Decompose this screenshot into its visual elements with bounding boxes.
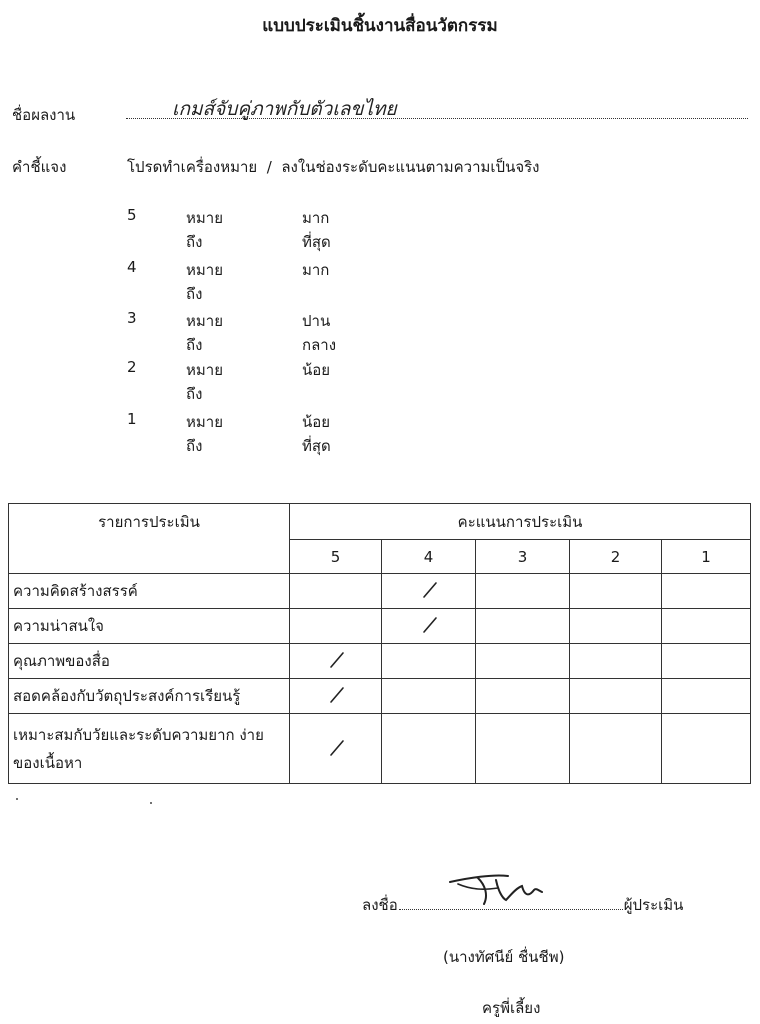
sign-label: ลงชื่อ: [362, 896, 398, 914]
score-cell-3[interactable]: [476, 609, 570, 644]
scale-meaning: น้อยที่สุด: [302, 413, 331, 455]
score-cell-2[interactable]: [570, 644, 662, 679]
criteria-row: [9, 644, 751, 679]
scan-speck: [150, 802, 152, 804]
scale-means: หมายถึง: [186, 209, 223, 251]
score-column-4: 4: [382, 540, 476, 574]
score-cell-1[interactable]: [662, 714, 751, 784]
score-header: คะแนนการประเมิน: [290, 504, 751, 540]
instructions-label: คำชี้แจง: [12, 158, 67, 176]
signature-dotted-line: [399, 909, 623, 910]
scale-score: 3: [127, 309, 137, 327]
work-name-label: ชื่อผลงาน: [12, 106, 76, 124]
signature-line: [362, 893, 683, 917]
scale-score: 1: [127, 410, 137, 428]
score-column-1: 1: [662, 540, 751, 574]
checkmark-slash-icon: [422, 581, 436, 597]
score-cell-2[interactable]: [570, 679, 662, 714]
criteria-row: [9, 714, 751, 784]
criterion-label: คุณภาพของสื่อ: [9, 644, 290, 679]
criteria-row: [9, 679, 751, 714]
score-cell-3[interactable]: [476, 714, 570, 784]
criteria-rows: [9, 574, 751, 784]
work-name-value: เกมส์จับคู่ภาพกับตัวเลขไทย: [172, 98, 397, 120]
checkmark-slash-icon: [422, 616, 436, 632]
criterion-label: สอดคล้องกับวัตถุประสงค์การเรียนรู้: [9, 679, 290, 714]
scale-score: 2: [127, 358, 137, 376]
checkmark-slash-icon: [329, 651, 343, 667]
scale-meaning: ปานกลาง: [302, 312, 337, 354]
evaluator-name: (นางทัศนีย์ ชื่นชีพ): [443, 948, 565, 966]
score-column-3: 3: [476, 540, 570, 574]
score-cell-4[interactable]: [382, 714, 476, 784]
evaluator-position: ครูพี่เลี้ยง: [482, 999, 541, 1017]
scale-meaning: มากที่สุด: [302, 209, 331, 251]
scale-means: หมายถึง: [186, 312, 223, 354]
score-cell-1[interactable]: [662, 644, 751, 679]
scale-means: หมายถึง: [186, 261, 223, 303]
criterion-label: ความน่าสนใจ: [9, 609, 290, 644]
score-cell-4[interactable]: [382, 609, 476, 644]
criteria-row: [9, 574, 751, 609]
score-cell-2[interactable]: [570, 609, 662, 644]
score-cell-3[interactable]: [476, 679, 570, 714]
score-cell-1[interactable]: [662, 679, 751, 714]
criterion-label: ความคิดสร้างสรรค์: [9, 574, 290, 609]
checkmark-slash-icon: [329, 739, 343, 755]
score-cell-3[interactable]: [476, 644, 570, 679]
score-cell-5[interactable]: [290, 714, 382, 784]
scan-speck: [16, 798, 18, 800]
scale-meaning: มาก: [302, 261, 330, 279]
score-cell-4[interactable]: [382, 679, 476, 714]
score-cell-2[interactable]: [570, 574, 662, 609]
score-cell-5[interactable]: [290, 679, 382, 714]
score-cell-3[interactable]: [476, 574, 570, 609]
score-column-5: 5: [290, 540, 382, 574]
criterion-label: เหมาะสมกับวัยและระดับความยาก ง่ายของเนื้อหา: [9, 714, 290, 784]
criteria-row: [9, 609, 751, 644]
scale-meaning: น้อย: [302, 361, 331, 379]
scale-means: หมายถึง: [186, 413, 223, 455]
criteria-header: รายการประเมิน: [9, 504, 290, 574]
instructions-text: โปรดทำเครื่องหมาย / ลงในช่องระดับคะแนนตามความเป็นจริง: [127, 158, 540, 176]
score-column-2: 2: [570, 540, 662, 574]
scale-means: หมายถึง: [186, 361, 223, 403]
score-cell-4[interactable]: [382, 574, 476, 609]
score-cell-1[interactable]: [662, 609, 751, 644]
page-title: แบบประเมินชิ้นงานสื่อนวัตกรรม: [262, 16, 498, 36]
scale-score: 4: [127, 258, 137, 276]
scale-score: 5: [127, 206, 137, 224]
score-cell-1[interactable]: [662, 574, 751, 609]
score-cell-5[interactable]: [290, 644, 382, 679]
score-cell-4[interactable]: [382, 644, 476, 679]
checkmark-slash-icon: [329, 686, 343, 702]
score-cell-2[interactable]: [570, 714, 662, 784]
score-cell-5[interactable]: [290, 574, 382, 609]
evaluator-role-label: ผู้ประเมิน: [623, 896, 684, 914]
evaluation-table: [8, 503, 751, 784]
score-cell-5[interactable]: [290, 609, 382, 644]
